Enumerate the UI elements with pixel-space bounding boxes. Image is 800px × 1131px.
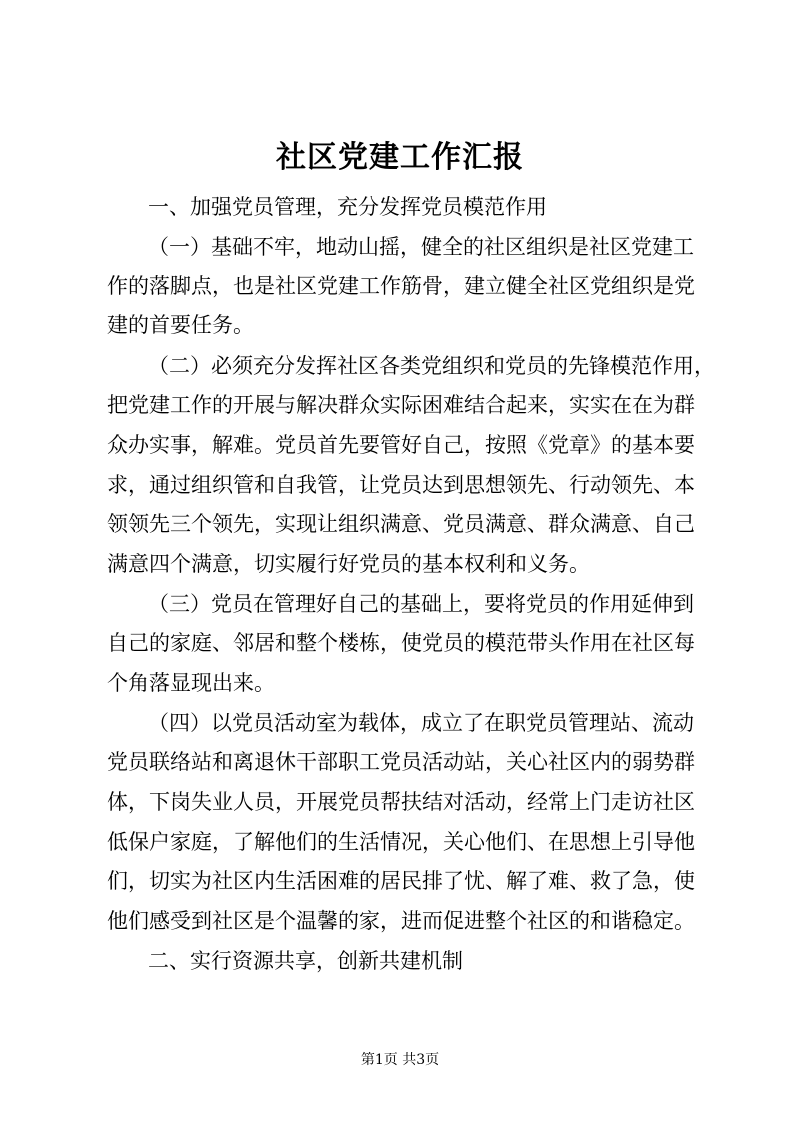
paragraph-line: 党员联络站和离退休干部职工党员活动站，关心社区内的弱势群 — [107, 750, 695, 774]
paragraph-line: （三）党员在管理好自己的基础上，要将党员的作用延伸到 — [148, 592, 694, 616]
section-heading-2: 二、实行资源共享，创新共建机制 — [148, 949, 463, 973]
paragraph-line: 满意四个满意，切实履行好党员的基本权利和义务。 — [107, 552, 590, 576]
paragraph-line: 个角落显现出来。 — [107, 671, 275, 695]
paragraph-line: 把党建工作的开展与解决群众实际困难结合起来，实实在在为群 — [107, 393, 695, 417]
paragraph-line: 建的首要任务。 — [107, 313, 254, 337]
paragraph-line: 自己的家庭、邻居和整个楼栋，使党员的模范带头作用在社区每 — [107, 631, 695, 655]
paragraph-line: 众办实事，解难。党员首先要管好自己，按照《党章》的基本要 — [107, 433, 695, 457]
paragraph-line: 作的落脚点，也是社区党建工作筋骨，建立健全社区党组织是党 — [107, 274, 695, 298]
page-title: 社区党建工作汇报 — [276, 140, 524, 175]
paragraph-line: 求，通过组织管和自我管，让党员达到思想领先、行动领先、本 — [107, 473, 695, 497]
paragraph-line: 们，切实为社区内生活困难的居民排了忧、解了难、救了急，使 — [107, 869, 695, 893]
section-heading-1: 一、加强党员管理，充分发挥党员模范作用 — [148, 195, 547, 219]
paragraph-line: （二）必须充分发挥社区各类党组织和党员的先锋模范作用， — [148, 354, 715, 378]
paragraph-line: （一）基础不牢，地动山摇，健全的社区组织是社区党建工 — [148, 235, 694, 259]
paragraph-line: 领领先三个领先，实现让组织满意、党员满意、群众满意、自己 — [107, 512, 695, 536]
page-footer: 第1页 共3页 — [360, 1052, 440, 1068]
paragraph-line: （四）以党员活动室为载体，成立了在职党员管理站、流动 — [148, 711, 694, 735]
paragraph-line: 体，下岗失业人员，开展党员帮扶结对活动，经常上门走访社区 — [107, 790, 695, 814]
paragraph-line: 低保户家庭，了解他们的生活情况，关心他们、在思想上引导他 — [107, 830, 695, 854]
paragraph-line: 他们感受到社区是个温馨的家，进而促进整个社区的和谐稳定。 — [107, 909, 695, 933]
